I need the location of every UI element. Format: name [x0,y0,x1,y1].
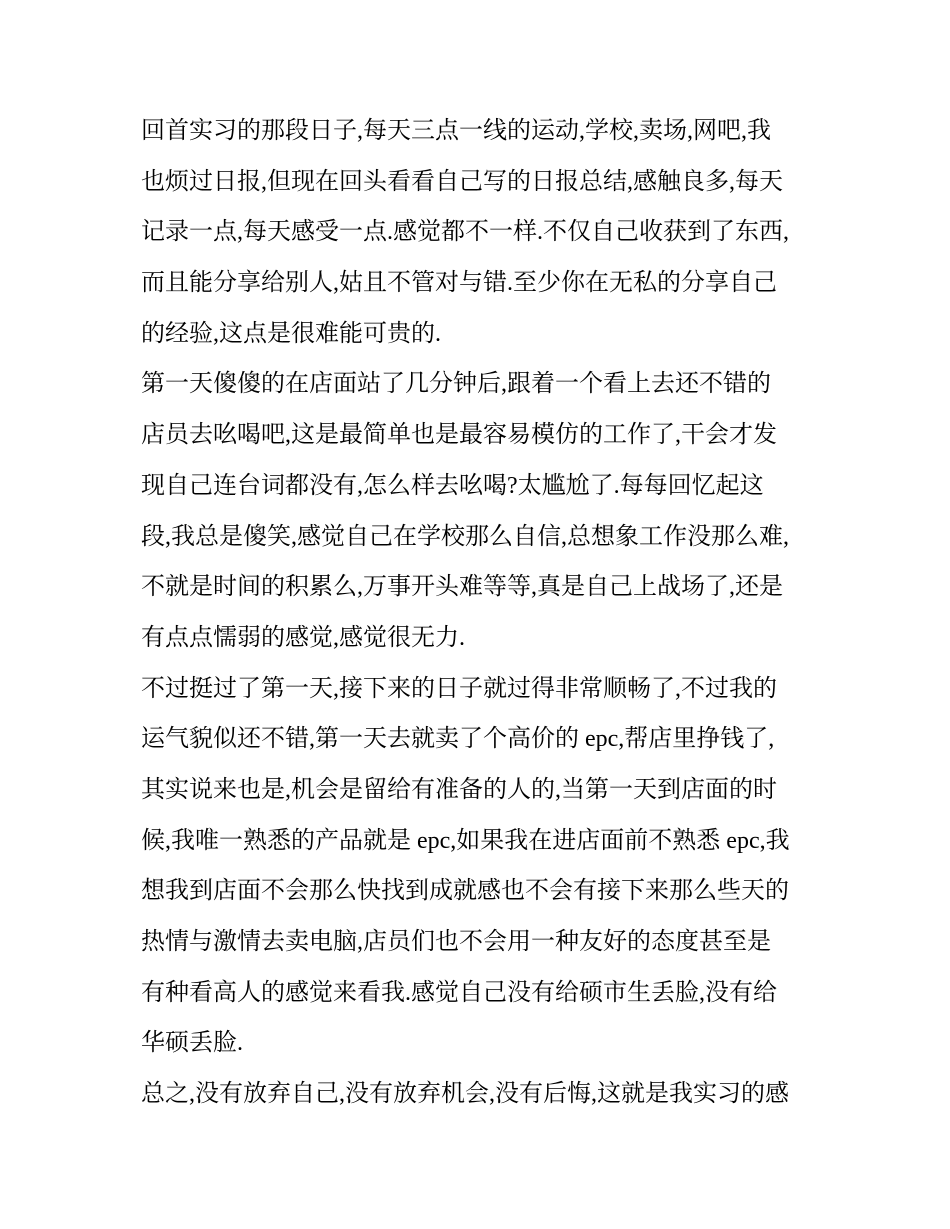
paragraph-4 [141,1069,813,1120]
text-line: 第一天傻傻的在店面站了几分钟后,跟着一个看上去还不错的 [141,371,771,398]
text-line: 段,我总是傻笑,感觉自己在学校那么自信,总想象工作没那么难, [141,523,789,550]
text-line: 也烦过日报,但现在回头看看自己写的日报总结,感触良多,每天 [141,168,783,195]
text-line: 的经验,这点是很难能可贵的. [141,320,441,347]
text-line: 总之,没有放弃自己,没有放弃机会,没有后悔,这就是我实习的感 [141,1081,789,1108]
text-line: 有点点懦弱的感觉,感觉很无力. [141,624,465,651]
paragraph-1 [141,106,813,359]
paragraph-3 [141,664,813,1070]
text-line: 想我到店面不会那么快找到成就感也不会有接下来那么些天的 [141,878,789,905]
text-line: 记录一点,每天感受一点.感觉都不一样.不仅自己收获到了东西, [141,219,789,246]
text-line: 热情与激情去卖电脑,店员们也不会用一种友好的态度甚至是 [141,929,771,955]
text-line: 现自己连台词都没有,怎么样去吆喝?太尴尬了.每每回忆起这 [141,472,764,499]
paragraph-2 [141,359,813,663]
text-line: 华硕丢脸. [141,1030,243,1057]
text-line: 不过挺过了第一天,接下来的日子就过得非常顺畅了,不过我的 [141,675,777,702]
document-body [141,106,813,1120]
text-line: 而且能分享给别人,姑且不管对与错.至少你在无私的分享自己 [141,270,777,297]
text-line: 其实说来也是,机会是留给有准备的人的,当第一天到店面的时 [141,776,777,803]
text-line: 回首实习的那段日子,每天三点一线的运动,学校,卖场,网吧,我 [141,118,771,144]
text-line: 有种看高人的感觉来看我.感觉自己没有给硕市生丢脸,没有给 [141,979,777,1006]
text-line: 运气貌似还不错,第一天去就卖了个高价的 epc,帮店里挣钱了, [141,726,775,753]
text-line: 店员去吆喝吧,这是最简单也是最容易模仿的工作了,干会才发 [141,422,777,449]
text-line: 候,我唯一熟悉的产品就是 epc,如果我在进店面前不熟悉 epc,我 [141,827,790,854]
text-line: 不就是时间的积累么,万事开头难等等,真是自己上战场了,还是 [141,574,783,601]
